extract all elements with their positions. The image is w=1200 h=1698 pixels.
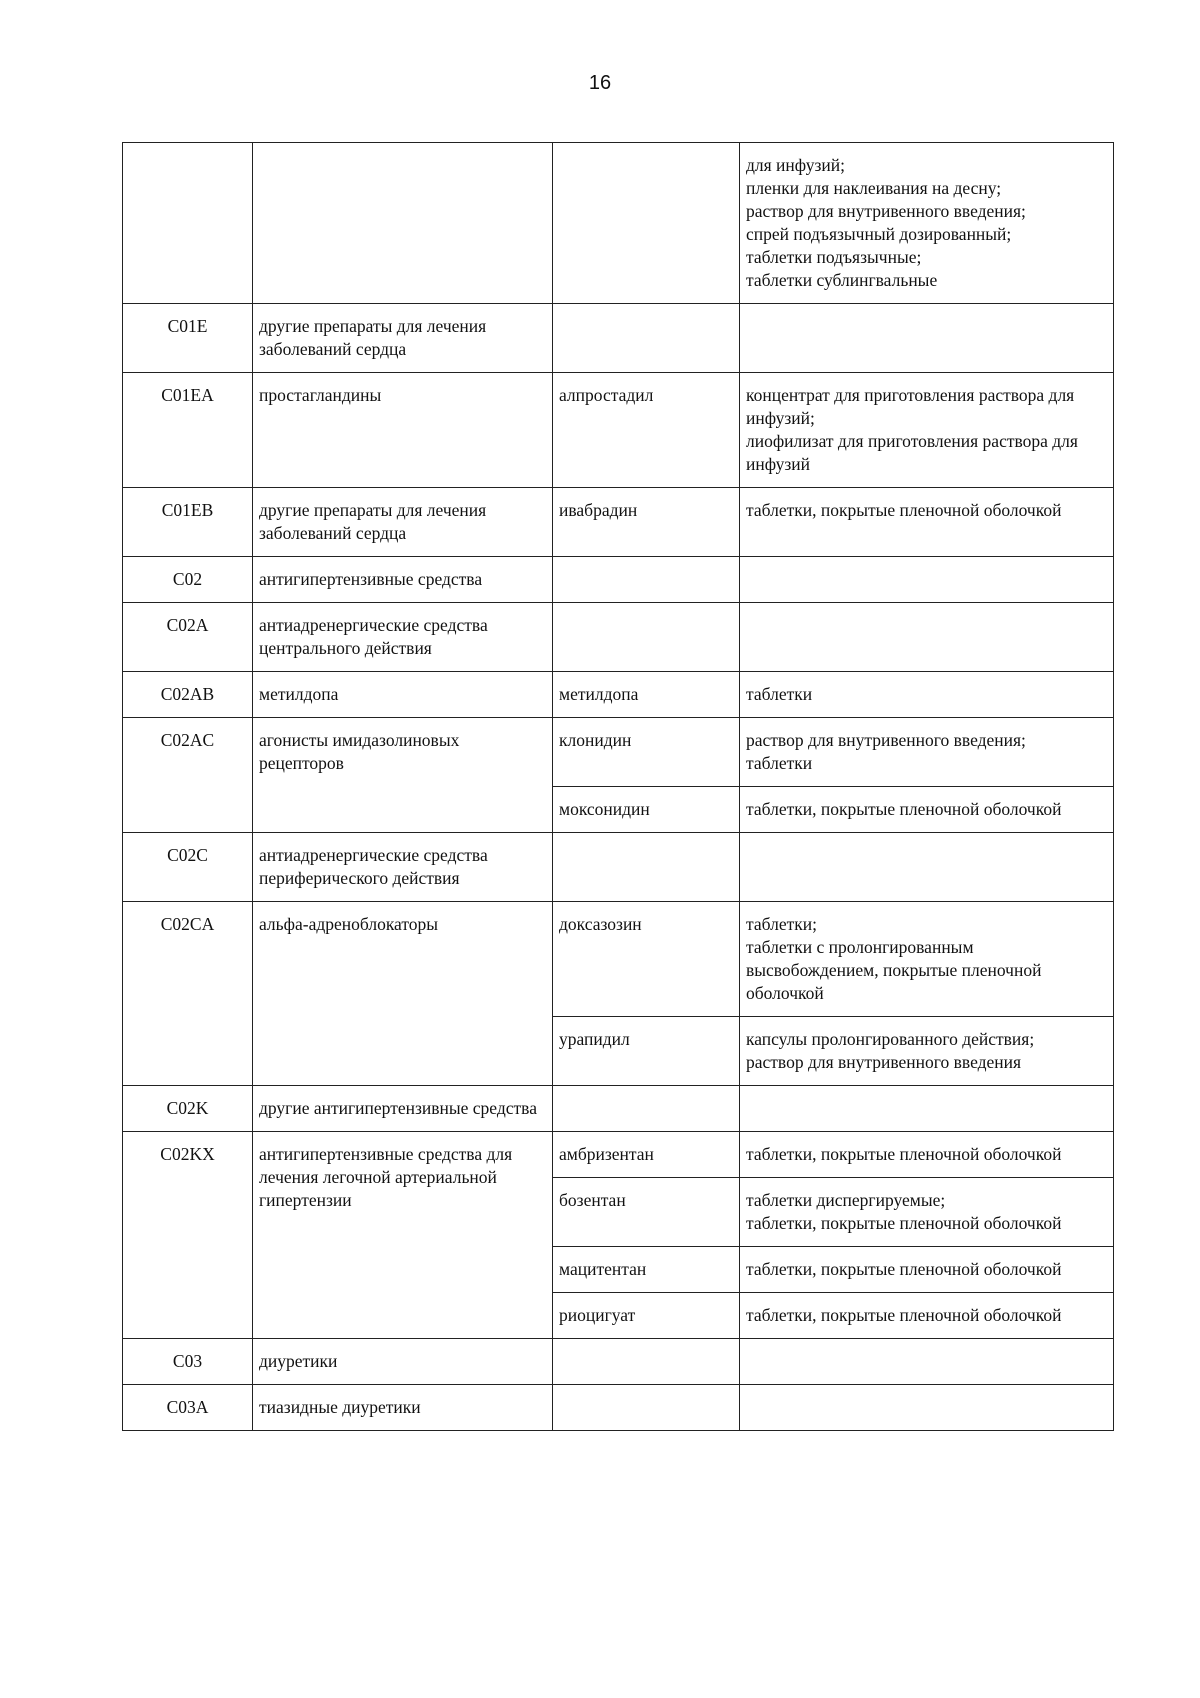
- dosage-form-line: таблетки;: [746, 914, 817, 934]
- atc-code-cell: C02: [123, 557, 253, 603]
- anatomical-group-cell: метилдопа: [253, 672, 553, 718]
- atc-code-cell: C02AC: [123, 718, 253, 833]
- dosage-form-line: таблетки: [746, 753, 813, 773]
- page-number: 16: [588, 72, 612, 94]
- table-row: [123, 603, 1114, 672]
- dosage-form-cell: [740, 1017, 1114, 1086]
- drug-name-cell: [553, 1086, 740, 1132]
- anatomical-group-cell: антиадренергические средства периферического действия: [253, 833, 553, 902]
- dosage-form-line: раствор для внутривенного введения;: [746, 201, 1026, 221]
- drug-name-cell: доксазозин: [553, 902, 740, 1017]
- dosage-form-line: таблетки подъязычные;: [746, 247, 922, 267]
- dosage-form-line: таблетки с пролонгированным высвобождением, покрытые пленочной оболочкой: [746, 937, 1042, 1003]
- atc-code-cell: C03: [123, 1339, 253, 1385]
- atc-code-cell: C01EB: [123, 488, 253, 557]
- table-row: [123, 902, 1114, 1017]
- drug-name-cell: [553, 304, 740, 373]
- table-row: [123, 1132, 1114, 1178]
- drug-name-cell: моксонидин: [553, 787, 740, 833]
- dosage-form-cell: [740, 902, 1114, 1017]
- anatomical-group-cell: антигипертензивные средства: [253, 557, 553, 603]
- table-row: [123, 373, 1114, 488]
- drug-name-cell: риоцигуат: [553, 1293, 740, 1339]
- anatomical-group-cell: тиазидные диуретики: [253, 1385, 553, 1431]
- dosage-form-line: пленки для наклеивания на десну;: [746, 178, 1002, 198]
- dosage-form-line: таблетки, покрытые пленочной оболочкой: [746, 500, 1062, 520]
- dosage-form-line: раствор для внутривенного введения: [746, 1052, 1022, 1072]
- dosage-form-cell: [740, 373, 1114, 488]
- drug-name-cell: [553, 143, 740, 304]
- atc-code-cell: C02CA: [123, 902, 253, 1086]
- atc-code-cell: [123, 143, 253, 304]
- dosage-form-line: лиофилизат для приготовления раствора для инфузий: [746, 431, 1078, 474]
- table-row: [123, 718, 1114, 787]
- dosage-form-line: таблетки сублингвальные: [746, 270, 938, 290]
- atc-code-cell: C02KX: [123, 1132, 253, 1339]
- dosage-form-line: таблетки, покрытые пленочной оболочкой: [746, 799, 1062, 819]
- dosage-form-line: капсулы пролонгированного действия;: [746, 1029, 1035, 1049]
- dosage-form-line: концентрат для приготовления раствора для инфузий;: [746, 385, 1075, 428]
- anatomical-group-cell: [253, 143, 553, 304]
- table-row: [123, 488, 1114, 557]
- drug-name-cell: клонидин: [553, 718, 740, 787]
- dosage-form-line: таблетки: [746, 684, 813, 704]
- dosage-form-cell: [740, 787, 1114, 833]
- anatomical-group-cell: альфа-адреноблокаторы: [253, 902, 553, 1086]
- dosage-form-cell: [740, 833, 1114, 902]
- drug-name-cell: метилдопа: [553, 672, 740, 718]
- dosage-form-line: таблетки, покрытые пленочной оболочкой: [746, 1305, 1062, 1325]
- dosage-form-cell: [740, 1086, 1114, 1132]
- drug-name-cell: [553, 1385, 740, 1431]
- table-row: [123, 304, 1114, 373]
- table-row: [123, 557, 1114, 603]
- drug-name-cell: урапидил: [553, 1017, 740, 1086]
- drug-name-cell: алпростадил: [553, 373, 740, 488]
- table-row: [123, 1385, 1114, 1431]
- table-row: [123, 143, 1114, 304]
- atc-code-cell: C02AB: [123, 672, 253, 718]
- drug-name-cell: мацитентан: [553, 1247, 740, 1293]
- dosage-form-line: таблетки, покрытые пленочной оболочкой: [746, 1144, 1062, 1164]
- drug-name-cell: амбризентан: [553, 1132, 740, 1178]
- anatomical-group-cell: антигипертензивные средства для лечения легочной артериальной гипертензии: [253, 1132, 553, 1339]
- atc-code-cell: C01E: [123, 304, 253, 373]
- anatomical-group-cell: антиадренергические средства центрального действия: [253, 603, 553, 672]
- dosage-form-cell: [740, 1178, 1114, 1247]
- drug-name-cell: [553, 603, 740, 672]
- dosage-form-cell: [740, 143, 1114, 304]
- dosage-form-line: спрей подъязычный дозированный;: [746, 224, 1012, 244]
- dosage-form-cell: [740, 1385, 1114, 1431]
- table-body: [123, 143, 1114, 1431]
- dosage-form-line: раствор для внутривенного введения;: [746, 730, 1026, 750]
- dosage-form-cell: [740, 603, 1114, 672]
- dosage-form-cell: [740, 1339, 1114, 1385]
- dosage-form-cell: [740, 488, 1114, 557]
- anatomical-group-cell: другие препараты для лечения заболеваний сердца: [253, 488, 553, 557]
- atc-code-cell: C01EA: [123, 373, 253, 488]
- anatomical-group-cell: простагландины: [253, 373, 553, 488]
- drug-name-cell: бозентан: [553, 1178, 740, 1247]
- table-row: [123, 1086, 1114, 1132]
- dosage-form-line: таблетки, покрытые пленочной оболочкой: [746, 1259, 1062, 1279]
- atc-code-cell: C02C: [123, 833, 253, 902]
- anatomical-group-cell: другие препараты для лечения заболеваний сердца: [253, 304, 553, 373]
- atc-code-cell: C03A: [123, 1385, 253, 1431]
- dosage-form-line: таблетки, покрытые пленочной оболочкой: [746, 1213, 1062, 1233]
- drug-name-cell: [553, 557, 740, 603]
- atc-code-cell: C02K: [123, 1086, 253, 1132]
- dosage-form-cell: [740, 304, 1114, 373]
- anatomical-group-cell: другие антигипертензивные средства: [253, 1086, 553, 1132]
- atc-code-cell: C02A: [123, 603, 253, 672]
- dosage-form-cell: [740, 1293, 1114, 1339]
- drug-name-cell: [553, 1339, 740, 1385]
- dosage-form-line: таблетки диспергируемые;: [746, 1190, 946, 1210]
- dosage-form-cell: [740, 672, 1114, 718]
- table-row: [123, 833, 1114, 902]
- dosage-form-cell: [740, 718, 1114, 787]
- drug-name-cell: [553, 833, 740, 902]
- dosage-form-cell: [740, 1132, 1114, 1178]
- dosage-form-cell: [740, 1247, 1114, 1293]
- drug-name-cell: ивабрадин: [553, 488, 740, 557]
- dosage-form-cell: [740, 557, 1114, 603]
- drug-table: [122, 142, 1114, 1431]
- table-row: [123, 1339, 1114, 1385]
- anatomical-group-cell: диуретики: [253, 1339, 553, 1385]
- dosage-form-line: для инфузий;: [746, 155, 845, 175]
- anatomical-group-cell: агонисты имидазолиновых рецепторов: [253, 718, 553, 833]
- table-row: [123, 672, 1114, 718]
